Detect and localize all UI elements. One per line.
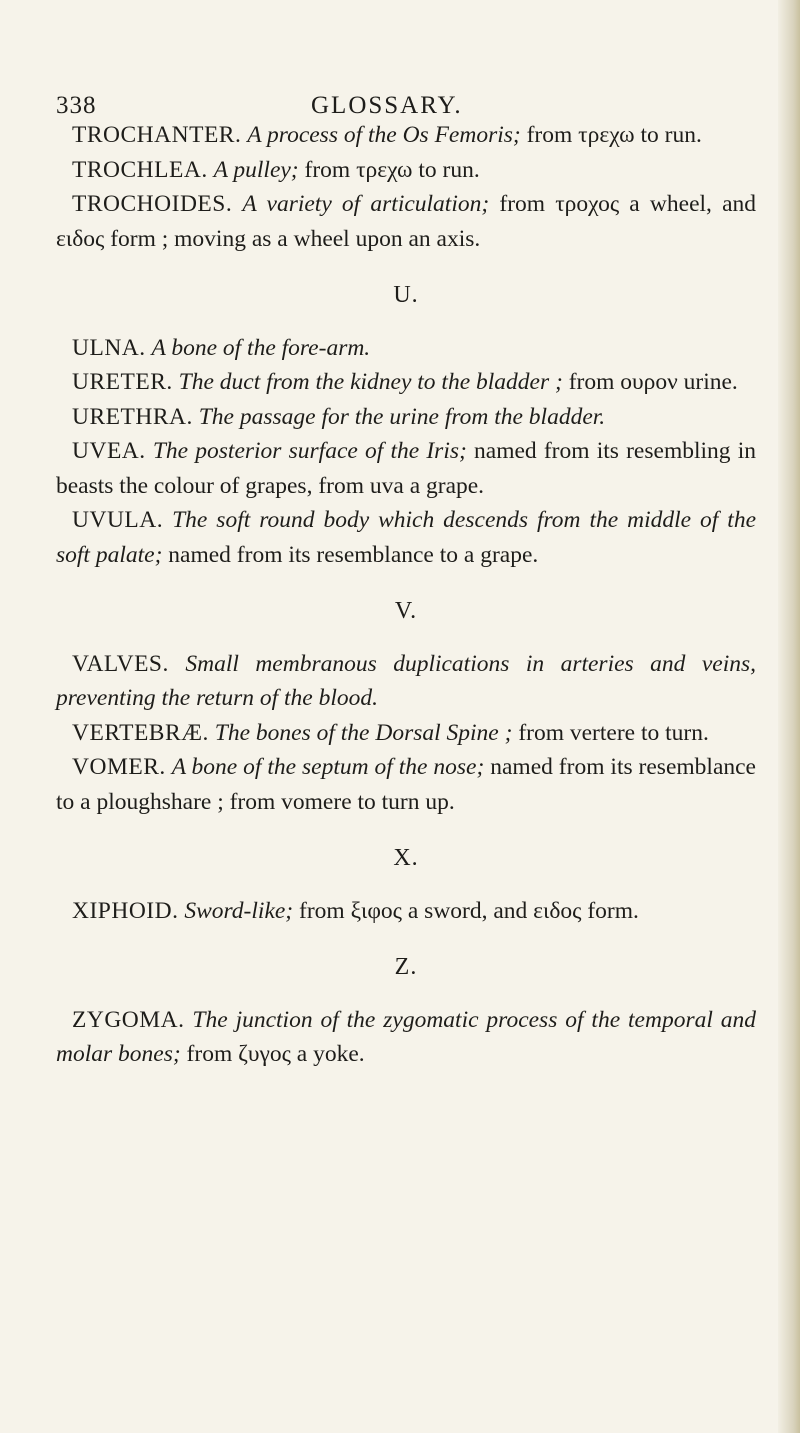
entry-definition: The junction of the zygomatic process of the temporal and molar bones; xyxy=(56,1006,757,1067)
entry-definition: The bones of the Dorsal Spine ; xyxy=(214,719,513,746)
page-edge xyxy=(778,0,800,1433)
entry-definition: A bone of the septum of the nose; xyxy=(171,754,485,780)
entry-term: VERTEBRÆ. xyxy=(72,719,209,746)
glossary-entry xyxy=(56,1003,756,1072)
entry-term: XIPHOID. xyxy=(72,897,179,924)
entry-etymology: from ζυγος a yoke. xyxy=(180,1041,365,1067)
glossary-entry xyxy=(56,153,756,188)
glossary-entry xyxy=(56,365,756,400)
entry-definition: The soft round body which descends from the middle of the soft palate; xyxy=(56,507,756,568)
entry-definition: A bone of the fore-arm. xyxy=(151,334,371,361)
glossary-entry xyxy=(56,716,756,751)
entry-etymology: named from its resembling in beasts the colour of grapes, from uva a grape. xyxy=(56,438,756,499)
glossary-entry xyxy=(56,118,756,153)
entry-etymology: from vertere to turn. xyxy=(512,719,709,746)
entry-etymology: named from its resemblance to a grape. xyxy=(162,541,539,568)
entry-term: TROCHLEA. xyxy=(72,156,208,183)
entry-etymology: from τροχος a wheel, and ειδος form ; moving as a wheel upon an axis. xyxy=(56,191,757,252)
entry-definition: A variety of articulation; xyxy=(242,191,490,217)
entry-definition: The passage for the urine from the bladder. xyxy=(198,403,606,430)
entry-term: UVEA. xyxy=(72,438,146,464)
entry-term: VALVES. xyxy=(72,650,169,677)
glossary-content xyxy=(56,118,756,1072)
entry-definition: A pulley; xyxy=(213,156,299,183)
entry-term: ZYGOMA. xyxy=(72,1006,185,1033)
entry-term: VOMER. xyxy=(72,754,166,780)
section-letter-z: Z. xyxy=(394,954,418,980)
section-letter-x: X. xyxy=(393,845,419,871)
section-letter-u: U. xyxy=(393,282,419,308)
glossary-entry xyxy=(56,647,756,716)
glossary-entry xyxy=(56,503,756,572)
glossary-entry xyxy=(56,894,756,929)
entry-term: ULNA. xyxy=(72,334,146,361)
section-letter-v: V. xyxy=(394,598,418,624)
glossary-entry xyxy=(56,434,756,503)
entry-definition: The posterior surface of the Iris; xyxy=(152,438,467,464)
entry-definition: A process of the Os Femoris; xyxy=(247,122,521,148)
entry-term: TROCHANTER. xyxy=(72,122,242,148)
entry-etymology: from ξιφος a sword, and ειδος form. xyxy=(293,897,639,924)
entry-term: URETER. xyxy=(72,369,173,395)
page-number: 338 xyxy=(56,92,97,119)
glossary-entry xyxy=(56,750,756,819)
entry-term: UVULA. xyxy=(72,507,164,533)
entry-etymology: from ουρον urine. xyxy=(562,369,738,395)
entry-definition: Small membranous duplications in arteries and veins, preventing the return of the blood. xyxy=(56,650,756,711)
entry-definition: Sword-like; xyxy=(184,897,294,924)
entry-etymology: from τρεχω to run. xyxy=(298,156,480,183)
page-title: GLOSSARY. xyxy=(311,92,463,119)
entry-term: TROCHOIDES. xyxy=(72,191,233,217)
entry-etymology: named from its resemblance to a ploughshare ; from vomere to turn up. xyxy=(56,754,756,815)
glossary-entry xyxy=(56,331,756,366)
entry-term: URETHRA. xyxy=(72,403,193,430)
entry-etymology: from τρεχω to run. xyxy=(520,122,702,148)
entry-definition: The duct from the kidney to the bladder ; xyxy=(178,369,563,395)
glossary-entry xyxy=(56,400,756,435)
glossary-entry xyxy=(56,187,756,256)
